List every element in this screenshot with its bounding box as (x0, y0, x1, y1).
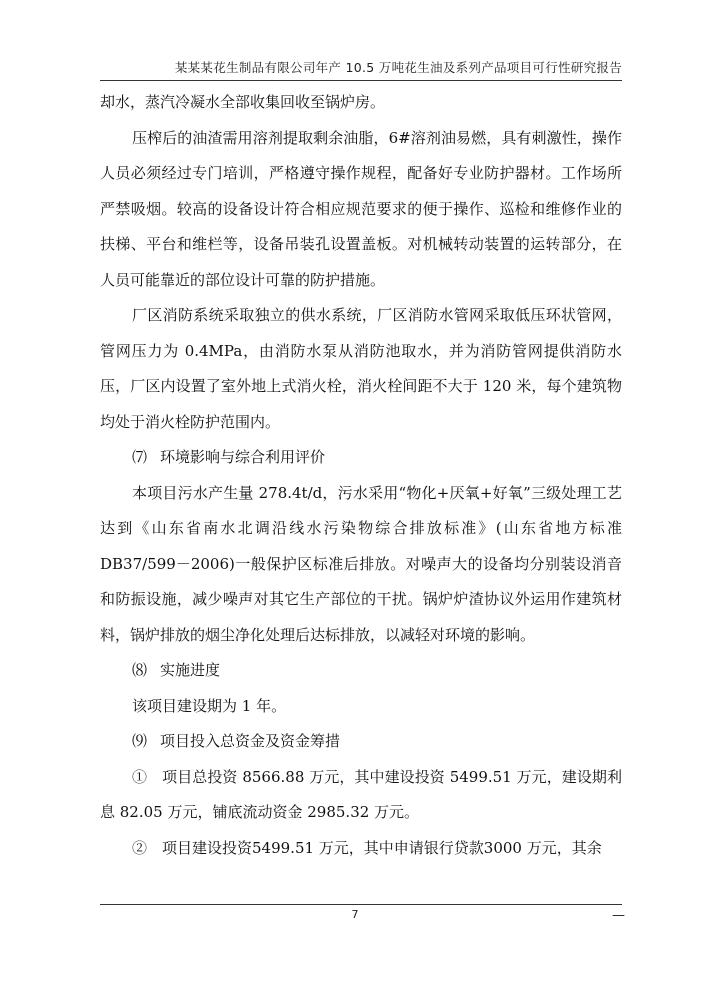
section-title: 项目投入总资金及资金筹措 (160, 732, 341, 750)
section-title: 环境影响与综合利用评价 (160, 448, 326, 466)
paragraph-construction-investment: ② 项目建设投资5499.51 万元，其中申请银行贷款3000 万元，其余 (132, 838, 602, 857)
section-heading-schedule (100, 653, 622, 689)
footer-dash: — (612, 908, 625, 923)
section-heading-investment (100, 724, 622, 760)
running-header: 某某某花生制品有限公司年产 10.5 万吨花生油及系列产品项目可行性研究报告 (174, 60, 622, 75)
section-title: 实施进度 (160, 661, 221, 679)
section-heading-environment (100, 440, 622, 476)
document-body (100, 85, 622, 866)
paragraph-total-investment: ① 项目总投资 8566.88 万元，其中建设投资 5499.51 万元，建设期利息 82.05 万元，铺底流动资金 2985.32 万元。 (100, 767, 622, 821)
paragraph-fire-protection: 厂区消防系统采取独立的供水系统，厂区消防水管网采取低压环状管网，管网压力为 0.4MPa，由消防水泵从消防池取水，并为消防管网提供消防水压，厂区内设置了室外地上式消火栓，消火栓间距不大于 120 米，每个建筑物均处于消火栓防护范围内。 (100, 306, 622, 431)
footer-rule (100, 904, 622, 905)
header-rule (100, 80, 622, 81)
paragraph-schedule: 该项目建设期为 1 年。 (132, 696, 287, 715)
section-number: ⑻ (132, 661, 148, 679)
paragraph-environment: 本项目污水产生量 278.4t/d，污水采用“物化+厌氧+好氧”三级处理工艺达到《山东省南水北调沿线水污染物综合排放标准》(山东省地方标准 DB37/599－2006)一般保护区标准后排放。对噪声大的设备均分别装设消音和防振设施，减少噪声对其它生产部位的干扰。锅炉炉渣协议外运用作建筑材料，锅炉排放的烟尘净化处理后达标排放，以减轻对环境的影响。 (100, 483, 622, 644)
page-number: 7 (351, 908, 359, 921)
paragraph-continuation: 却水，蒸汽冷凝水全部收集回收至锅炉房。 (100, 93, 386, 111)
section-number: ⑼ (132, 732, 148, 750)
paragraph-solvent-safety: 压榨后的油渣需用溶剂提取剩余油脂，6#溶剂油易燃，具有刺激性，操作人员必须经过专门培训，严格遵守操作规程，配备好专业防护器材。工作场所严禁吸烟。较高的设备设计符合相应规范要求的便于操作、巡检和维修作业的扶梯、平台和维栏等，设备吊装孔设置盖板。对机械转动装置的运转部分，在人员可能靠近的部位设计可靠的防护措施。 (100, 128, 622, 289)
section-number: ⑺ (132, 448, 148, 466)
